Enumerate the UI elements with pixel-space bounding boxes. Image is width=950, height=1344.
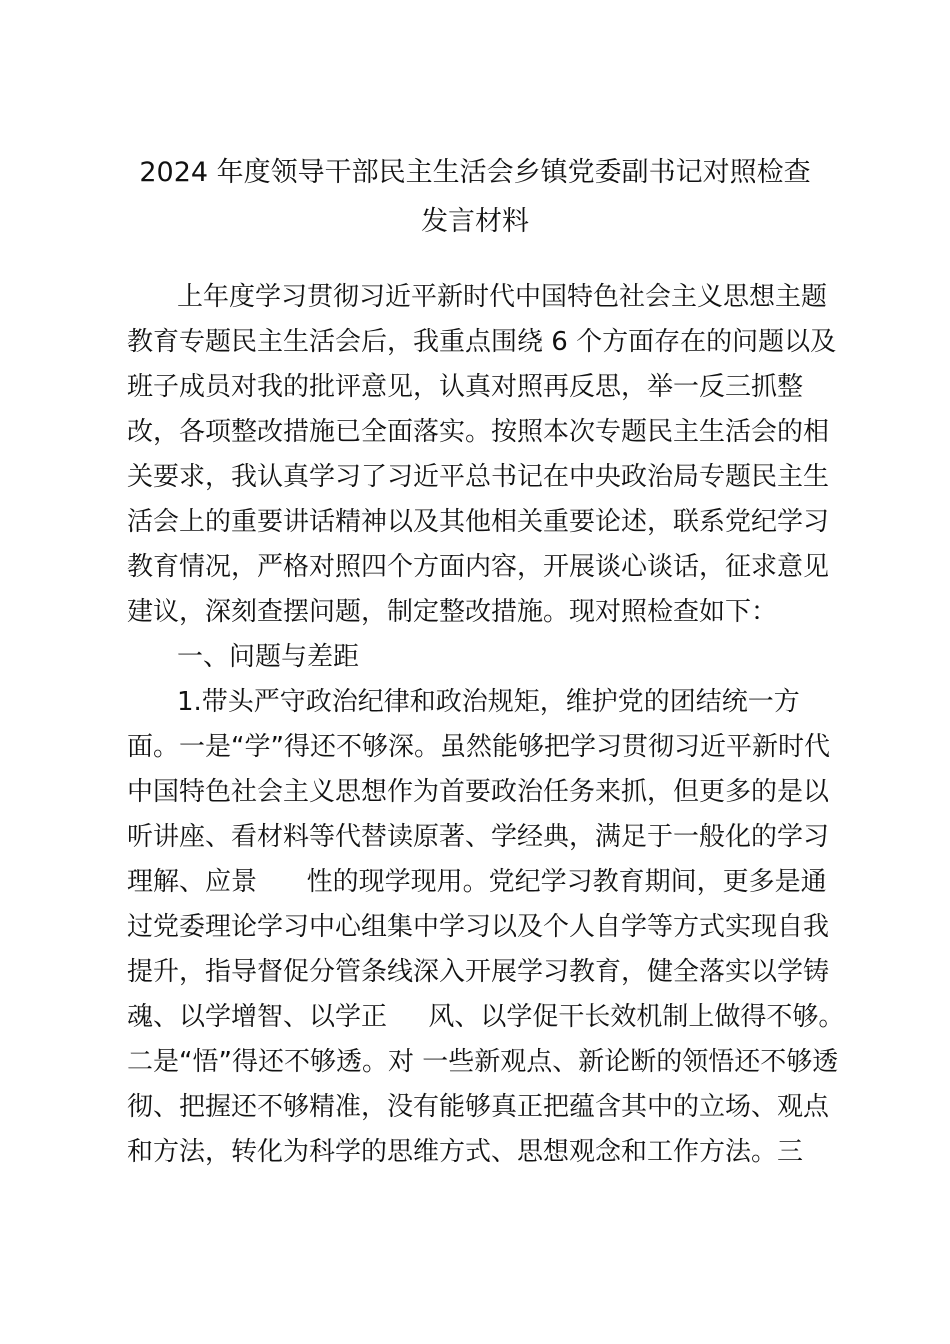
body-line: 过党委理论学习中心组集中学习以及个人自学等方式实现自我 (127, 912, 830, 942)
body-line: 彻、把握还不够精准，没有能够真正把蕴含其中的立场、观点 (127, 1092, 830, 1122)
body-line: 建议，深刻查摆问题，制定整改措施。现对照检查如下： (127, 597, 778, 627)
body-line: 魂、以学增智、以学正 风、以学促干长效机制上做得不够。 (127, 1002, 845, 1032)
body-line: 二是“悟”得还不够透。对 一些新观点、新论断的领悟还不够透 (127, 1047, 839, 1077)
document-title-line-2: 发言材料 (421, 206, 529, 237)
body-line: 理解、应景 性的现学现用。党纪学习教育期间，更多是通 (127, 867, 827, 897)
body-line: 活会上的重要讲话精神以及其他相关重要论述，联系党纪学习 (127, 507, 830, 537)
section-heading: 一、问题与差距 (177, 642, 360, 672)
body-line: 改，各项整改措施已全面落实。按照本次专题民主生活会的相 (127, 417, 830, 447)
body-line: 面。一是“学”得还不够深。虽然能够把学习贯彻习近平新时代 (127, 732, 830, 762)
body-line: 中国特色社会主义思想作为首要政治任务来抓，但更多的是以 (127, 777, 830, 807)
document-title-line-1: 2024 年度领导干部民主生活会乡镇党委副书记对照检查 (139, 157, 811, 188)
body-line: 班子成员对我的批评意见，认真对照再反思，举一反三抓整 (127, 372, 804, 402)
body-line: 上年度学习贯彻习近平新时代中国特色社会主义思想主题 (177, 282, 828, 312)
body-line: 提升，指导督促分管条线深入开展学习教育，健全落实以学铸 (127, 957, 830, 987)
body-line: 关要求，我认真学习了习近平总书记在中央政治局专题民主生 (127, 462, 830, 492)
body-line: 1.带头严守政治纪律和政治规矩，维护党的团结统一方 (177, 687, 800, 717)
body-line: 听讲座、看材料等代替读原著、学经典，满足于一般化的学习 (127, 822, 830, 852)
body-line: 和方法，转化为科学的思维方式、思想观念和工作方法。三 (127, 1137, 804, 1167)
body-line: 教育情况，严格对照四个方面内容，开展谈心谈话，征求意见 (127, 552, 830, 582)
body-line: 教育专题民主生活会后，我重点围绕 6 个方面存在的问题以及 (127, 327, 837, 357)
